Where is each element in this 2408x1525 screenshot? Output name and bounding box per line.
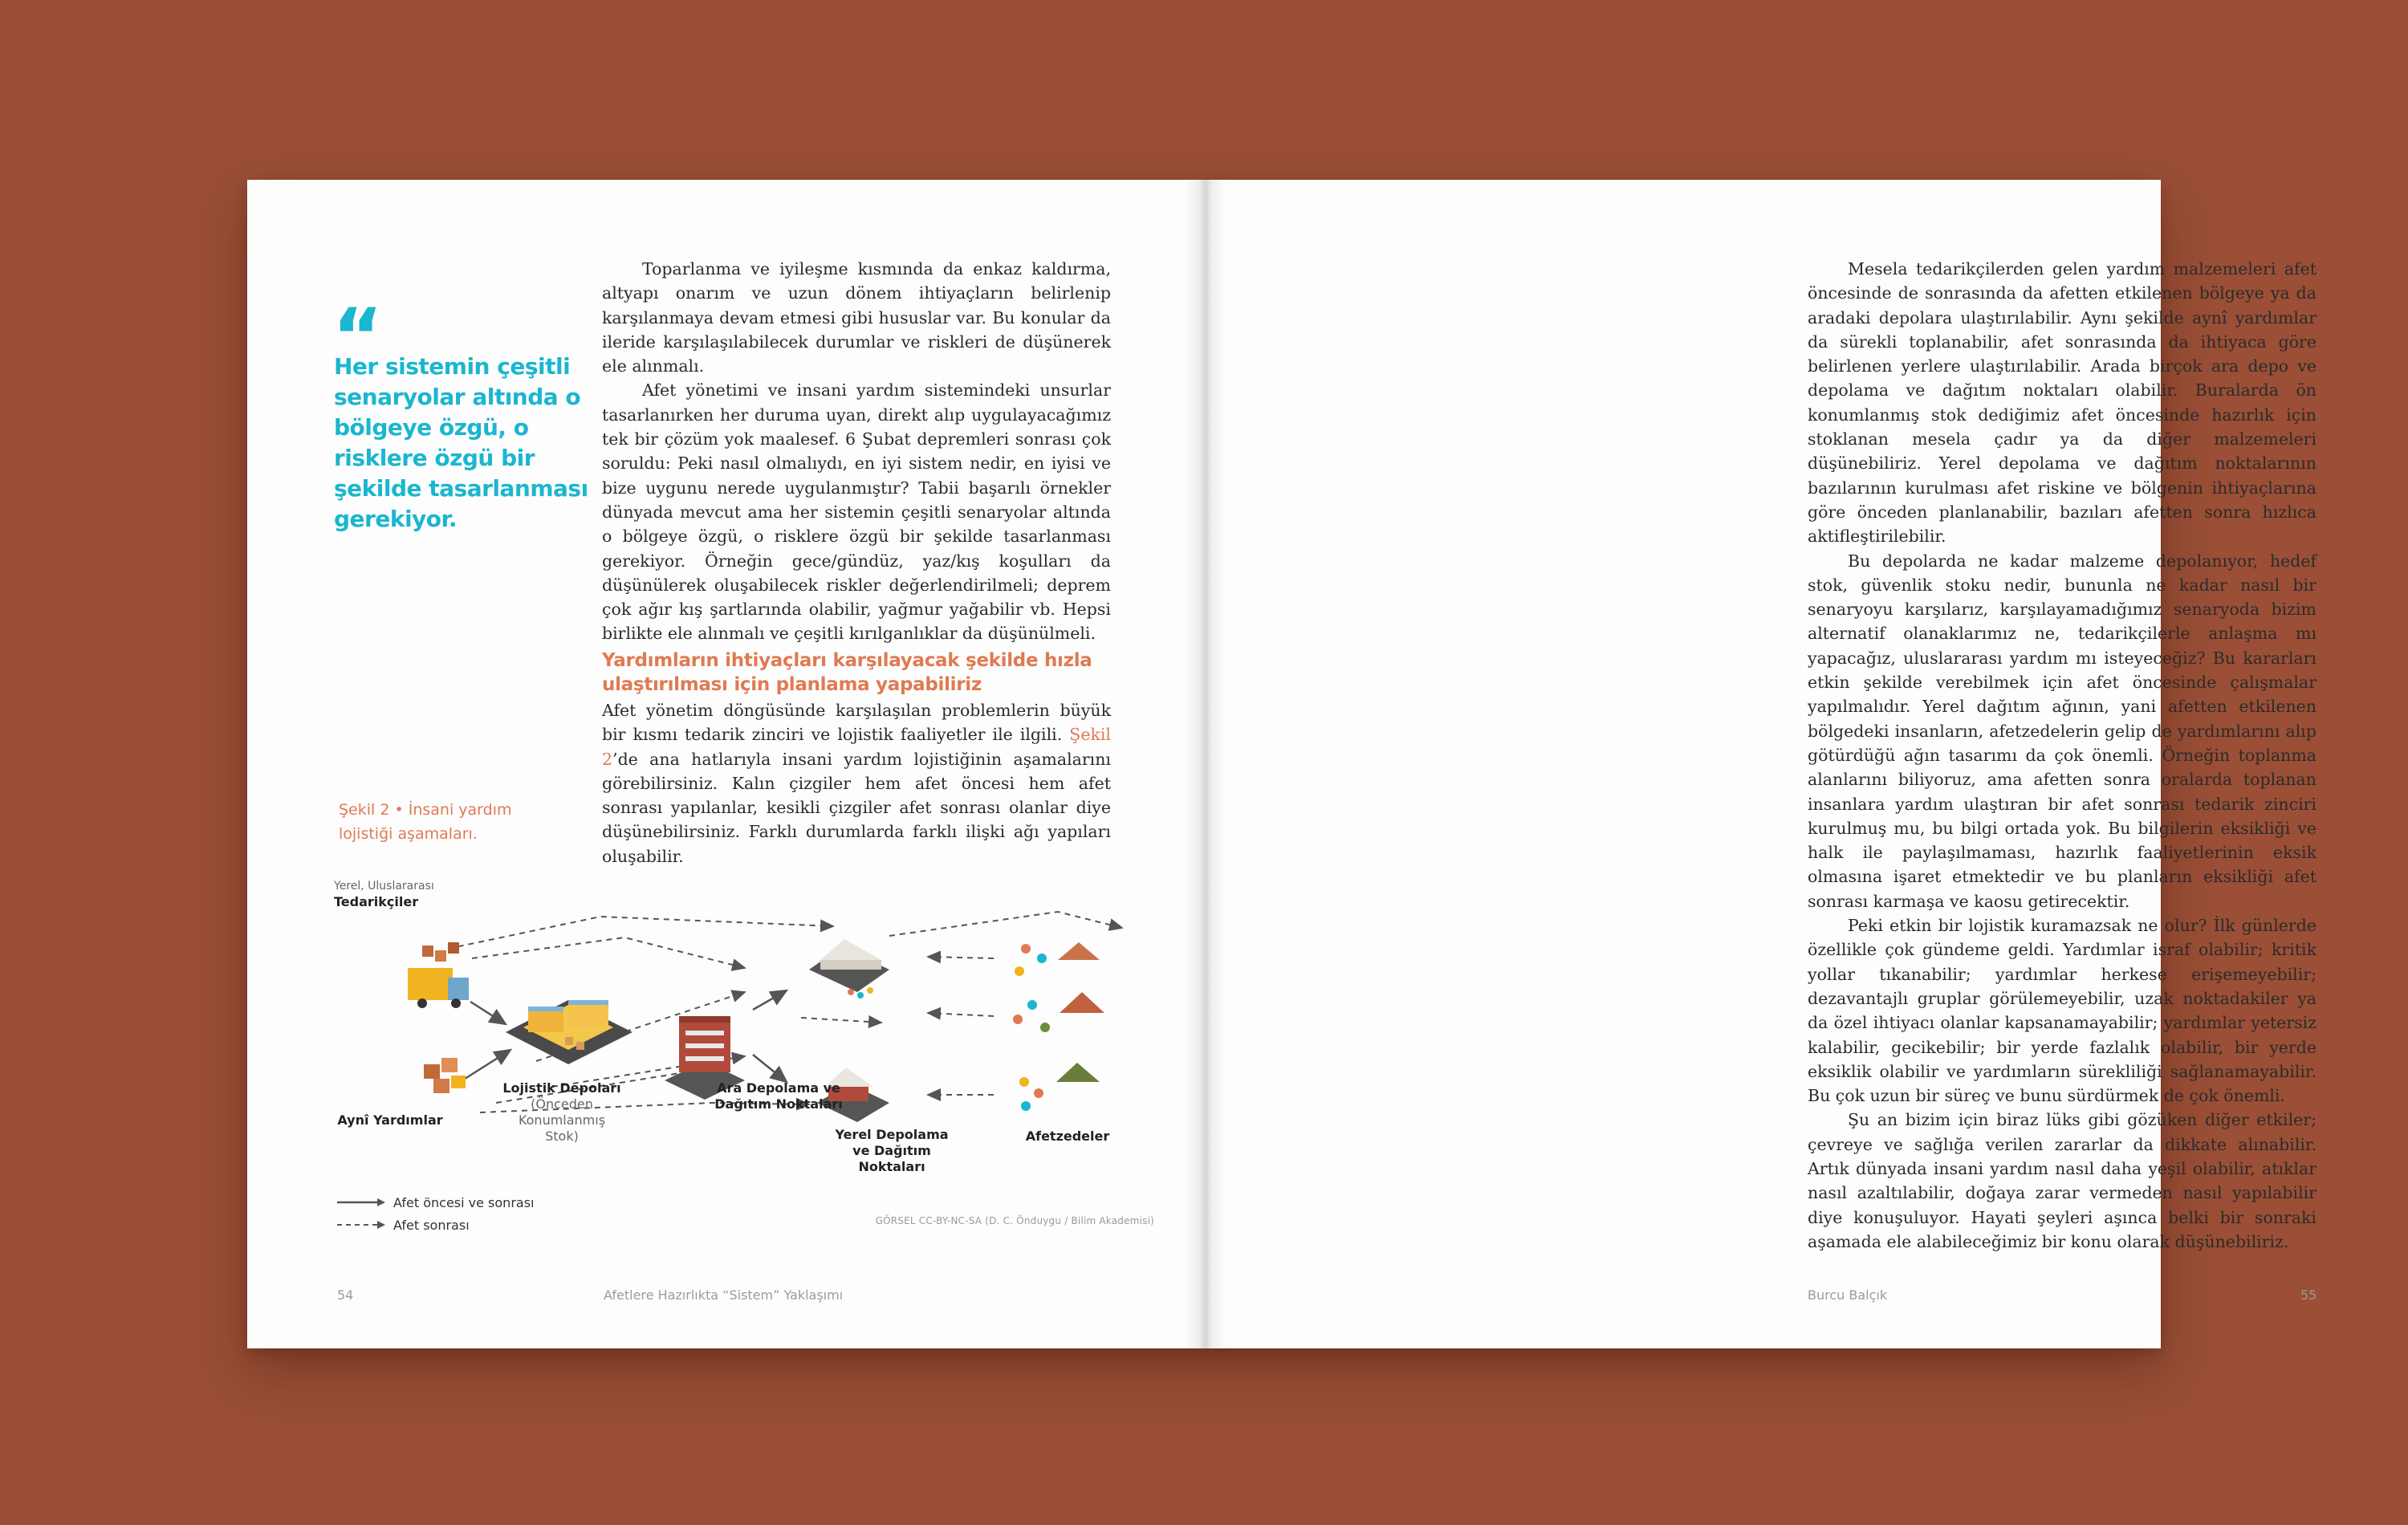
solid-arrow-icon <box>337 1198 385 1207</box>
legend-solid-label: Afet öncesi ve sonrası <box>393 1194 535 1210</box>
legend-dashed <box>337 1214 534 1236</box>
figure-caption: Şekil 2 • İnsani yardım lojistiği aşamaları. <box>339 801 512 843</box>
logistics-depots-sublabel: (Önceden Konumlanmış Stok) <box>518 1096 606 1144</box>
people-icon <box>1013 944 1050 1111</box>
logistics-depots-label <box>490 1080 634 1145</box>
local-depot-title: Yerel Depolama ve Dağıtım Noktaları <box>835 1127 949 1174</box>
right-body-text <box>1808 257 2316 1254</box>
intermediate-label <box>706 1080 851 1112</box>
inkind-label <box>334 1112 446 1128</box>
warehouse-icon <box>506 1000 633 1064</box>
paragraph: Peki etkin bir lojistik kuramazsak ne olur? İlk günlerde özellikle çok gündeme geldi. Yardımlar israf olabilir; kritik yollar tıkanabilir; yardımlar herkese erişemeyebilir; dezavantajlı gruplar görülemeyebilir, uzak noktadakiler ya da özel ihtiyacı olanlar kapsanamayabilir; yardımlar yetersiz kalabilir, gecikebilir; bir yerde fazlalık olabilir, bir yerde eksiklik olabilir ve yardımların sürekliliği sağlanamayabilir. Bu çok uzun bir süreç ve bunu sürdürmek de çok önemli. <box>1808 916 2316 1106</box>
legend-solid <box>337 1191 534 1214</box>
paragraph: Mesela tedarikçilerden gelen yardım malzemeleri afet öncesinde de sonrasında da afetten etkilenen bölgeye ya da aradaki depolara ulaştırılabilir. Aynı şekilde aynî yardımlar da sürekli toplanabilir, afet sonrasında da ihtiyaca göre belirlenen yerlere ulaştırılabilir. Arada birçok ara depo ve depolama ve dağıtım noktaları olabilir. Buralarda ön konumlanmış stok dediğimiz afet öncesinde hazırlık için stoklanan mesela çadır ya da diğer malzemeleri düşünebiliriz. Yerel depolama ve dağıtım noktalarının bazılarının kurulması afet riskine ve bölgenin ihtiyaçlarına göre önceden planlanabilir, bazıları afetten sonra hızlıca aktifleştirilebilir. <box>1808 259 2316 547</box>
logistics-depots-title: Lojistik Depoları <box>502 1080 621 1096</box>
paragraph: Afet yönetimi ve insani yardım sistemindeki unsurlar tasarlanırken her duruma uyan, direkt alıp uygulayacağımız tek bir çözüm yok maalesef. 6 Şubat depremleri sonrası çok soruldu: Peki nasıl olmalıydı, en iyi sistem nedir, en iyisi ve bize uygunu nerede uygulanmıştır? Tabii başarılı örnekler dünyada mevcut ama her sistemin çeşitli senaryolar altında o bölgeye özgü, o risklere özgü bir şekilde tasarlanması gerekiyor. Örneğin gece/gündüz, yaz/kış koşulları da düşünülerek oluşabilecek riskler değerlendirilmeli; deprem çok ağır kış şartlarında olabilir, yağmur yağabilir vb. Hepsi birlikte ele alınmalı ve çeşitli kırılganlıklar da düşünülmeli. <box>602 380 1111 644</box>
shelter-tents-icon <box>1056 942 1104 1082</box>
diagram-legend <box>337 1191 534 1236</box>
paragraph: Toparlanma ve iyileşme kısmında da enkaz kaldırma, altyapı onarım ve uzun dönem ihtiyaçların belirlenip karşılanmaya devam etmesi gibi hususlar var. Bu konular da ileride karşılaşılabilecek durumlar ve riskleri de düşünerek ele alınmalı. <box>602 259 1111 376</box>
paragraph <box>602 698 1111 868</box>
pull-quote: Her sistemin çeşitli senaryolar altında o bölgeye özgü, o risklere özgü bir şekilde tasarlanması gerekiyor. <box>334 353 588 532</box>
boxes-icon <box>424 1058 466 1093</box>
paragraph-text: ’de ana hatlarıyla insani yardım lojistiğinin aşamalarını görebilirsiniz. Kalın çizgiler hem afet öncesi hem afet sonrası yapılanlar, kesikli çizgiler afet sonrası olanlar diye düşünebilirsiniz. Farklı durumlarda farklı ilişki ağı yapıları oluşabilir. <box>602 749 1111 866</box>
right-page <box>1206 180 2317 1348</box>
paragraph: Bu depolarda ne kadar malzeme depolanıyor, hedef stok, güvenlik stoku nedir, bununla ne kadar nasıl bir senaryoyu karşılarız, karşılayamadığımız senaryoda bizim alternatif olanaklarımız ne, tedarikçilerle anlaşma mı yapacağız, uluslararası yardım mı isteyeceğiz? Bu kararları etkin şekilde verebilmek için afet öncesinde çalışmalar yapılmalıdır. Yerel dağıtım ağının, yani afetten etkilenen bölgedeki insanların, afetzedelerin gelip de yardımlarını alıp götürdüğü ağın tasarımı da çok önemli. Örneğin toplanma alanlarını biliyoruz, ama afetten sonra oralarda toplanan insanlara yardım ulaştıran bir afet sonrası tedarik zinciri kurulmuş mu, bu bilgi ortada yok. Bu bilgilerin eksikliği ve halk ile paylaşılmaması, hazırlık faaliyetlerinin eksik olmasına işaret etmektedir ve bu planların eksikliği afet sonrası karmaşa ve kaosu getirecektir. <box>1808 551 2316 911</box>
page-number: 55 <box>2300 1287 2317 1303</box>
suppliers-sublabel: Yerel, Uluslararası <box>334 880 434 893</box>
page-number: 54 <box>337 1287 354 1303</box>
victims-label <box>1011 1128 1124 1145</box>
local-depot-label <box>832 1127 952 1175</box>
running-author: Burcu Balçık <box>1808 1287 1888 1303</box>
dashed-arrow-icon <box>337 1220 385 1230</box>
figure-credit: GÖRSEL CC-BY-NC-SA (D. C. Önduygu / Bilim Akademisi) <box>875 1215 1154 1226</box>
truck-icon <box>408 942 469 1008</box>
inkind-title: Aynî Yardımlar <box>337 1112 443 1128</box>
paragraph: Şu an bizim için biraz lüks gibi gözüken diğer etkiler; çevreye ve sağlığa verilen zararlar da dikkate alınabilir. Artık dünyada insani yardım nasıl daha yeşil olabilir, atıklar nasıl azaltılabilir, doğaya zarar vermeden nasıl yapılabilir diye konuşuluyor. Hayati şeyleri aşınca belki bir sonraki aşamada ele alabileceğimiz bir konu olarak düşünebiliriz. <box>1808 1110 2316 1251</box>
tent-icon <box>809 939 889 998</box>
figure-reference-link[interactable]: Şekil 2 <box>602 725 1111 769</box>
quote-mark-icon: “ <box>332 292 384 382</box>
left-page <box>247 180 1202 1348</box>
running-title: Afetlere Hazırlıkta “Sistem” Yaklaşımı <box>604 1287 844 1303</box>
left-body-text-2 <box>602 698 1111 868</box>
intermediate-title: Ara Depolama ve Dağıtım Noktaları <box>714 1080 843 1112</box>
book-spread <box>247 180 2317 1348</box>
suppliers-title: Tedarikçiler <box>334 894 419 909</box>
legend-dashed-label: Afet sonrası <box>393 1217 470 1233</box>
victims-title: Afetzedeler <box>1025 1128 1110 1144</box>
paragraph-text: Afet yönetim döngüsünde karşılaşılan problemlerin büyük bir kısmı tedarik zinciri ve lojistik faaliyetler ile ilgili. <box>602 701 1111 745</box>
left-body-text <box>602 257 1111 646</box>
logistics-diagram <box>327 872 1130 1225</box>
suppliers-label <box>334 878 462 910</box>
section-subheading: Yardımların ihtiyaçları karşılayacak şekilde hızla ulaştırılması için planlama yapabiliriz <box>602 650 1092 695</box>
